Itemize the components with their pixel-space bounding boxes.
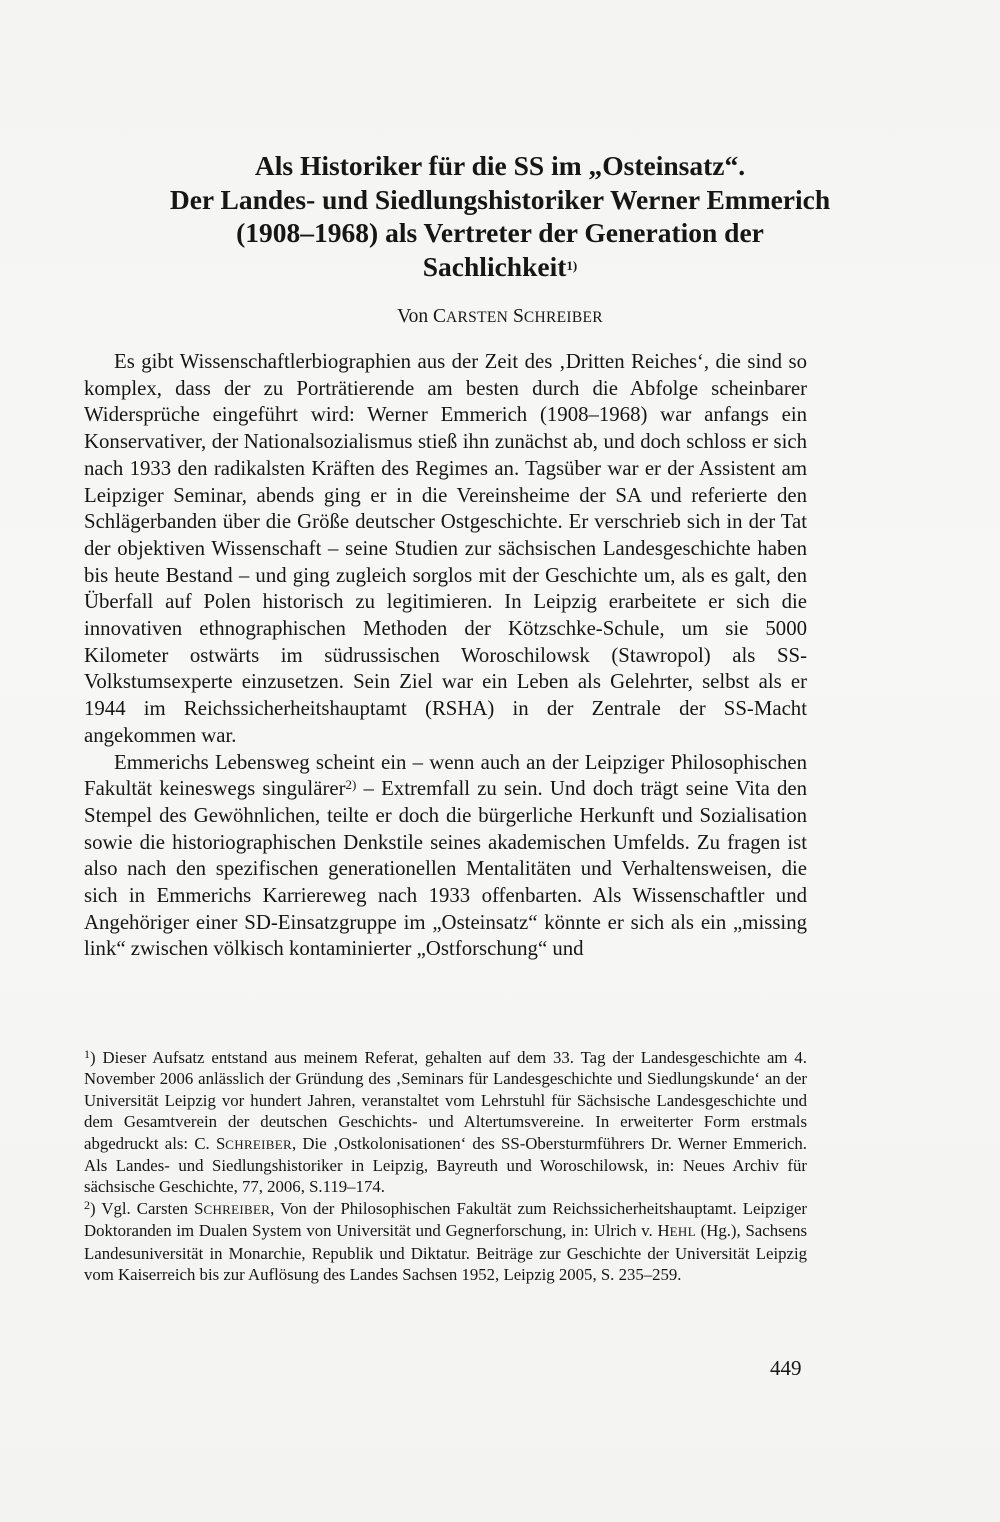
footnote-2-editor-sc: EHL [669, 1224, 696, 1240]
footnote-1-author: SCHREIBER [215, 1133, 292, 1153]
footnote-2-author: SCHREIBER [194, 1198, 271, 1218]
footnote-1-text-b: , Die ‚Ostkolonisationen‘ des SS-Obersturmführers Dr. Werner Emmerich. Als Landes- und Siedlungshistoriker in Leipzig, Bayreuth und Woroschilowsk, in: Neues Archiv für sächsische Geschichte, 77, 2006, S.119–174. [84, 1133, 808, 1197]
footnote-2-editor: HEHL [657, 1221, 696, 1241]
footnote-1-mark: 1 [84, 1047, 90, 1061]
author-first-name: CARSTEN [433, 306, 509, 327]
footnotes [84, 1047, 807, 1285]
footnote-2-author-sc: CHREIBER [203, 1201, 271, 1217]
article-title [80, 149, 920, 283]
footnote-1-text-a: ) Dieser Aufsatz entstand aus meinem Referat, gehalten auf dem 33. Tag der Landesgeschichte am 4. November 2006 anlässlich der Gründung des ‚Seminars für Landesgeschichte und Siedlungskunde‘ an der Universität Leipzig vor hundert Jahren, veranstaltet vom Lehrstuhl für Sächsische Landesgeschichte und dem Gesamtverein der deutschen Geschichts- und Altertumsvereine. In erweiterter Form erstmals abgedruckt als: C. [84, 1048, 807, 1153]
page-number: 449 [770, 1356, 802, 1380]
author-byline [80, 305, 920, 330]
title-footnote-mark: 1) [566, 257, 578, 273]
paragraph-1: Es gibt Wissenschaftlerbiographien aus der Zeit des ‚Dritten Reiches‘, die sind so komplex, dass der zu Porträtierende am besten durch die Abfolge scheinbarer Widersprüche eingeführt wird: Werner Emmerich (1908–1968) war anfangs ein Konservativer, der Nationalsozialismus stieß ihn zunächst ab, und doch schloss er sich nach 1933 den radikalsten Kräften des Regimes an. Tagsüber war er der Assistent am Leipziger Seminar, abends ging er in die Vereinsheime der SA und referierte den Schlägerbanden über die Größe deutscher Ostgeschichte. Er verschrieb sich in der Tat der objektiven Wissenschaft – seine Studien zur sächsischen Landesgeschichte haben bis heute Bestand – und ging zugleich sorglos mit der Geschichte um, als es galt, den Überfall auf Polen historisch zu legitimieren. In Leipzig erarbeitete er sich die innovativen ethnographischen Methoden der Kötzschke-Schule, um sie 5000 Kilometer ostwärts im südrussischen Woroschilowsk (Stawropol) als SS-Volkstumsexperte einzusetzen. Sein Ziel war ein Leben als Gelehrter, selbst als er 1944 im Reichssicherheitshauptamt (RSHA) in der Zentrale der SS-Macht angekommen war. [84, 350, 807, 747]
title-line-4-text: Sachlichkeit [422, 250, 567, 282]
footnote-2-text-a: ) Vgl. Carsten [90, 1198, 195, 1218]
title-line-2: Der Landes- und Siedlungshistoriker Werner Emmerich [169, 183, 831, 215]
footnote-2 [84, 1198, 807, 1286]
paragraph-2-part-1: Emmerichs Lebensweg scheint ein – wenn auch an der Leipziger Philosophischen Fakultät keineswegs singulärer [84, 750, 807, 801]
footnote-2-mark: 2 [84, 1197, 90, 1212]
title-line-1: Als Historiker für die SS im „Osteinsatz“. [254, 150, 746, 181]
byline-von: Von [397, 306, 434, 327]
footnote-2-text-c: (Hg.), Sachsens Landesuniversität in Monarchie, Republik und Diktatur. Beiträge zur Geschichte der Universität Leipzig vom Kaiserreich bis zur Auflösung des Landes Sachsen 1952, Leipzig 2005, S. 235–259. [84, 1221, 807, 1285]
title-line-4 [80, 250, 920, 284]
footnote-1-author-sc: CHREIBER [225, 1136, 292, 1152]
footnote-ref-2: 2) [345, 777, 357, 793]
author-first-smallcaps: ARSTEN [446, 309, 509, 326]
author-last-name: SCHREIBER [513, 306, 603, 327]
footnote-2-text-b: , Von der Philosophischen Fakultät zum Reichssicherheitshauptamt. Leipziger Doktoranden im Dualen System von Universität und Gegnerforschung, in: Ulrich v. [84, 1198, 807, 1241]
paragraph-2-part-2: – Extremfall zu sein. Und doch trägt seine Vita den Stempel des Gewöhnlichen, teilte er doch die bürgerliche Herkunft und Sozialisation sowie die historiographischen Denkstile seines akademischen Umfelds. Zu fragen ist also nach den spezifischen generationellen Mentalitäten und Verhaltensweisen, die sich in Emmerichs Karriereweg nach 1933 offenbarten. Als Wissenschaftler und Angehöriger einer SD-Einsatzgruppe im „Osteinsatz“ könnte er sich als ein „missing link“ zwischen völkisch kontaminierter „Ostforschung“ und [84, 777, 807, 961]
footnote-1 [84, 1047, 807, 1198]
title-line-3: (1908–1968) als Vertreter der Generation der [236, 217, 764, 248]
article-body [84, 349, 807, 963]
paragraph-2 [84, 750, 807, 964]
author-last-smallcaps: CHREIBER [523, 309, 603, 326]
